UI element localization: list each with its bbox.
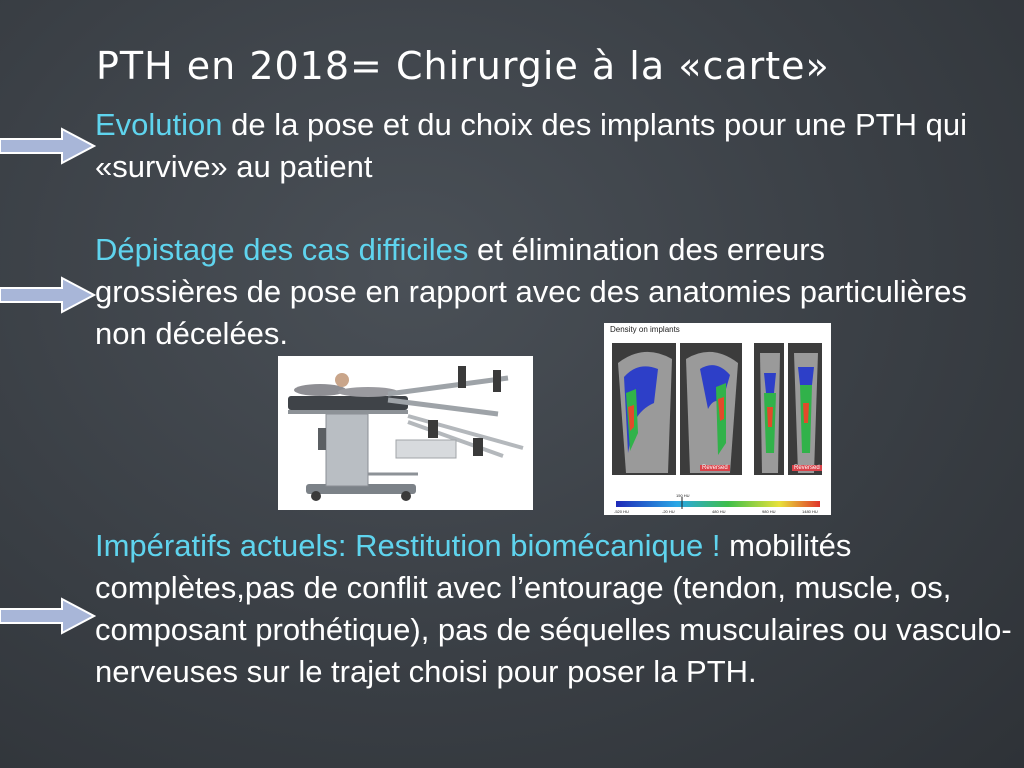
figure-title: Density on implants xyxy=(610,325,680,334)
scale-center-label: 150 HU xyxy=(676,493,690,498)
scale-tick-label: -520 HU xyxy=(614,509,629,514)
scale-tick-label: 1480 HU xyxy=(802,509,818,514)
reversed-label: Reversed xyxy=(702,465,728,471)
arrow-icon xyxy=(0,275,96,315)
scale-tick-label: 980 HU xyxy=(762,509,776,514)
reversed-label: Reversed xyxy=(794,465,820,471)
body-text: mobilités complètes,pas de conflit avec l’entourage (tendon, muscle, os, composant prothétique), pas de séquelles musculaires ou vasculo-nerveuses sur le trajet choisi pour poser la PTH. xyxy=(95,528,1012,689)
density-figure xyxy=(604,323,831,515)
body-text: de la pose et du choix des implants pour une PTH qui «survive» au patient xyxy=(95,107,967,184)
arrow-icon xyxy=(0,596,96,636)
paragraph-imperatifs xyxy=(95,525,1020,693)
body-text: et élimination des erreurs grossières de pose en rapport avec des anatomies particulières non décelées. xyxy=(95,232,967,351)
paragraph-depistage xyxy=(95,229,975,355)
highlight-text: Dépistage des cas difficiles xyxy=(95,232,469,267)
surgical-table-image xyxy=(278,356,533,510)
paragraph-evolution xyxy=(95,104,1020,188)
arrow-icon xyxy=(0,126,96,166)
highlight-text: Evolution xyxy=(95,107,223,142)
highlight-text: Impératifs actuels: Restitution biomécanique ! xyxy=(95,528,721,563)
scale-tick-label: -20 HU xyxy=(662,509,675,514)
scale-tick-label: 480 HU xyxy=(712,509,726,514)
slide-title: PTH en 2018= Chirurgie à la «carte» xyxy=(96,44,830,88)
